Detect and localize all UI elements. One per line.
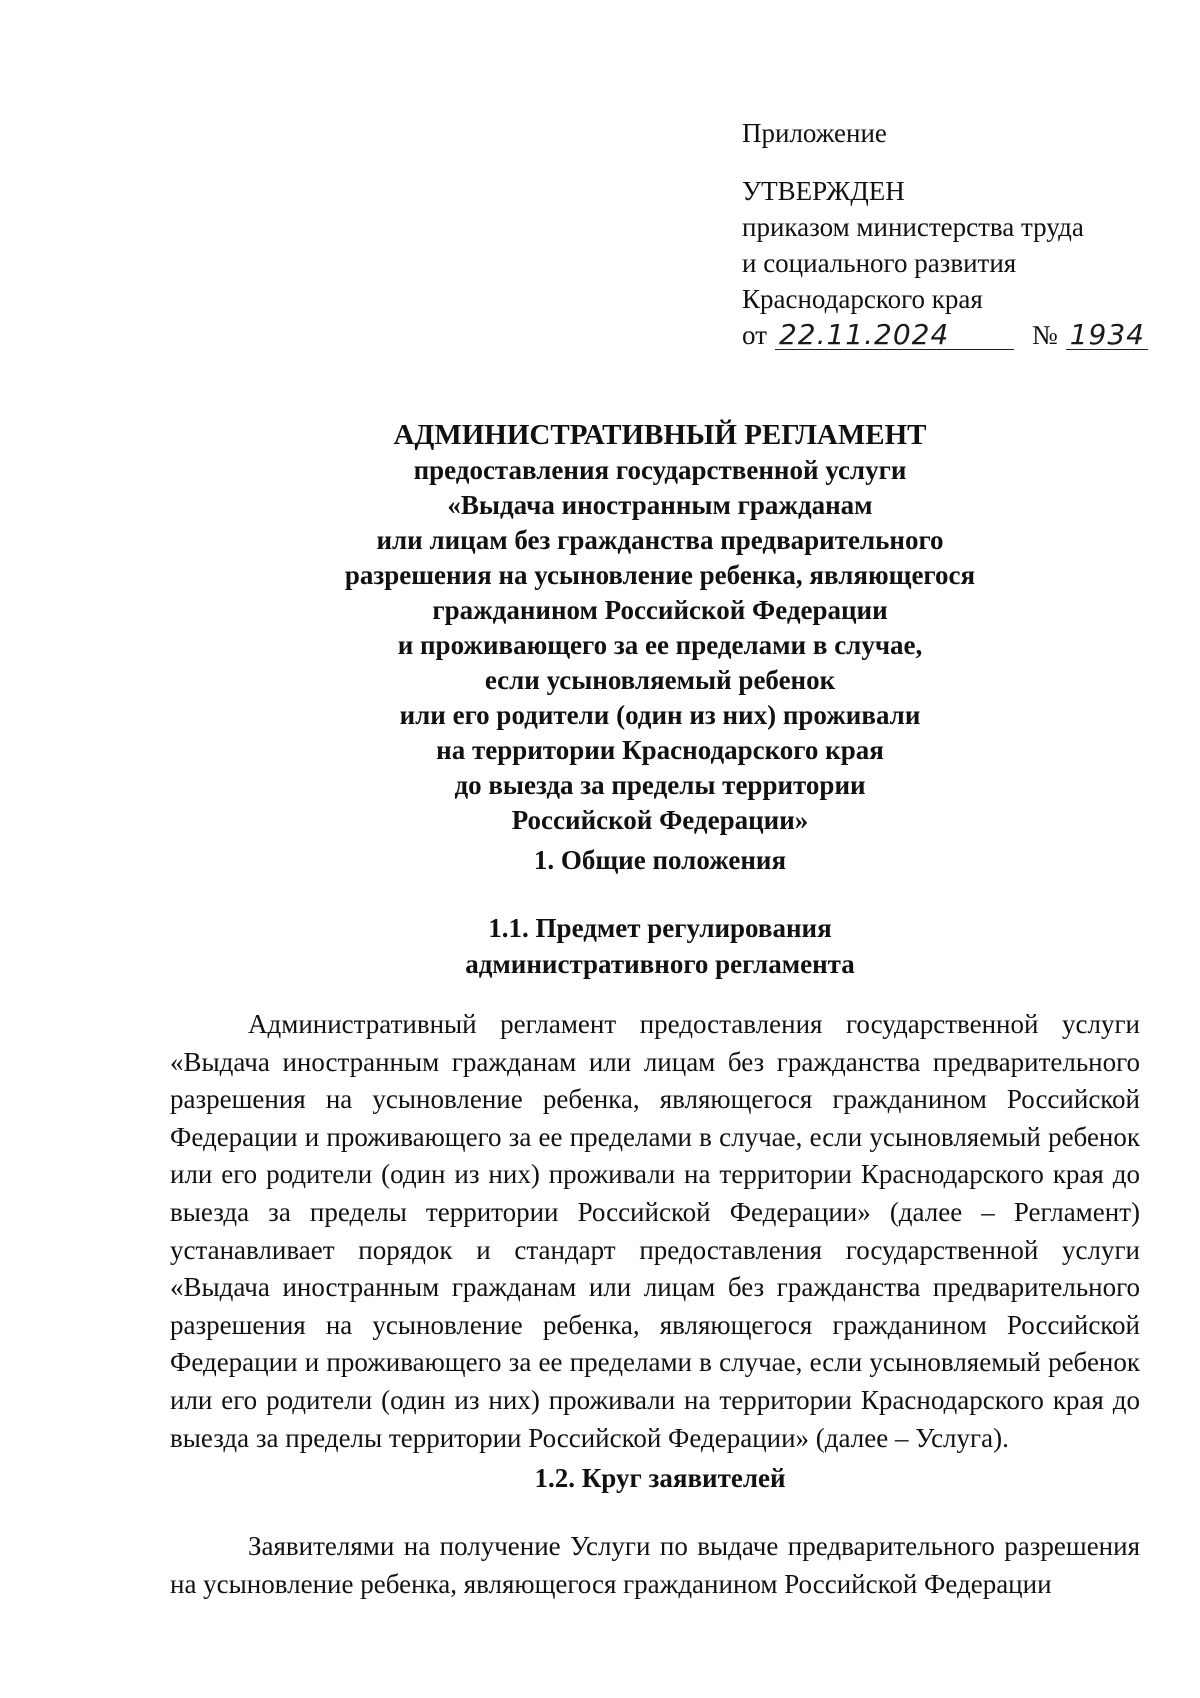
title-line: или его родители (один из них) проживали (399, 700, 921, 730)
title-line: предоставления государственной услуги (413, 455, 907, 485)
title-line: Российской Федерации» (511, 805, 809, 835)
approval-line: Краснодарского края (742, 284, 983, 314)
title-line: разрешения на усыновление ребенка, являющегося (344, 560, 976, 590)
handwritten-date: 22.11.2024 (775, 321, 1014, 350)
title-line: до выезда за пределы территории (454, 770, 866, 800)
body-paragraph: Административный регламент предоставления государственной услуги «Выдача иностранным гражданам или лицам без гражданства предварительного разрешения на усыновление ребенка, являющегося гражданином Российской Федерации и проживающего за ее пределами в случае, если усыновляемый ребенок или его родители (один из них) проживали на территории Краснодарского края до выезда за пределы территории Российской Федерации» (далее – Регламент) устанавливает порядок и стандарт предоставления государственной услуги «Выдача иностранным гражданам или лицам без гражданства предварительного разрешения на усыновление ребенка, являющегося гражданином Российской Федерации и проживающего за ее пределами в случае, если усыновляемый ребенок или его родители (один из них) проживали на территории Краснодарского края до выезда за пределы территории Российской Федерации» (далее – Услуга). (170, 1009, 1140, 1453)
title-line: гражданином Российской Федерации (432, 595, 888, 625)
subsection-heading: 1.2. Круг заявителей (534, 1463, 786, 1493)
body-paragraph: Заявителями на получение Услуги по выдаче предварительного разрешения на усыновление ребенка, являющегося гражданином Российской Федерации (170, 1531, 1140, 1599)
appendix-label: Приложение (742, 118, 887, 148)
title-line: «Выдача иностранным гражданам (447, 490, 873, 520)
section-heading: 1. Общие положения (533, 845, 787, 875)
handwritten-number: 1934 (1066, 321, 1148, 350)
title-line: или лицам без гражданства предварительного (376, 525, 944, 555)
number-sign: № (1031, 320, 1058, 350)
title-main: АДМИНИСТРАТИВНЫЙ РЕГЛАМЕНТ (393, 419, 927, 451)
approved-label: УТВЕРЖДЕН (742, 176, 905, 206)
subsection-heading-line: административного регламента (465, 949, 855, 979)
order-date-number (742, 317, 1162, 353)
title-line: если усыновляемый ребенок (484, 665, 836, 695)
title-line: на территории Краснодарского края (436, 735, 884, 765)
date-prefix: от (742, 320, 767, 350)
approval-line: приказом министерства труда (742, 212, 1084, 242)
subsection-heading-line: 1.1. Предмет регулирования (488, 913, 832, 943)
document-title (160, 418, 1160, 838)
subsection-heading (160, 910, 1160, 982)
approval-block (742, 115, 1162, 353)
approval-line: и социального развития (742, 248, 1017, 278)
title-line: и проживающего за ее пределами в случае, (397, 630, 923, 660)
